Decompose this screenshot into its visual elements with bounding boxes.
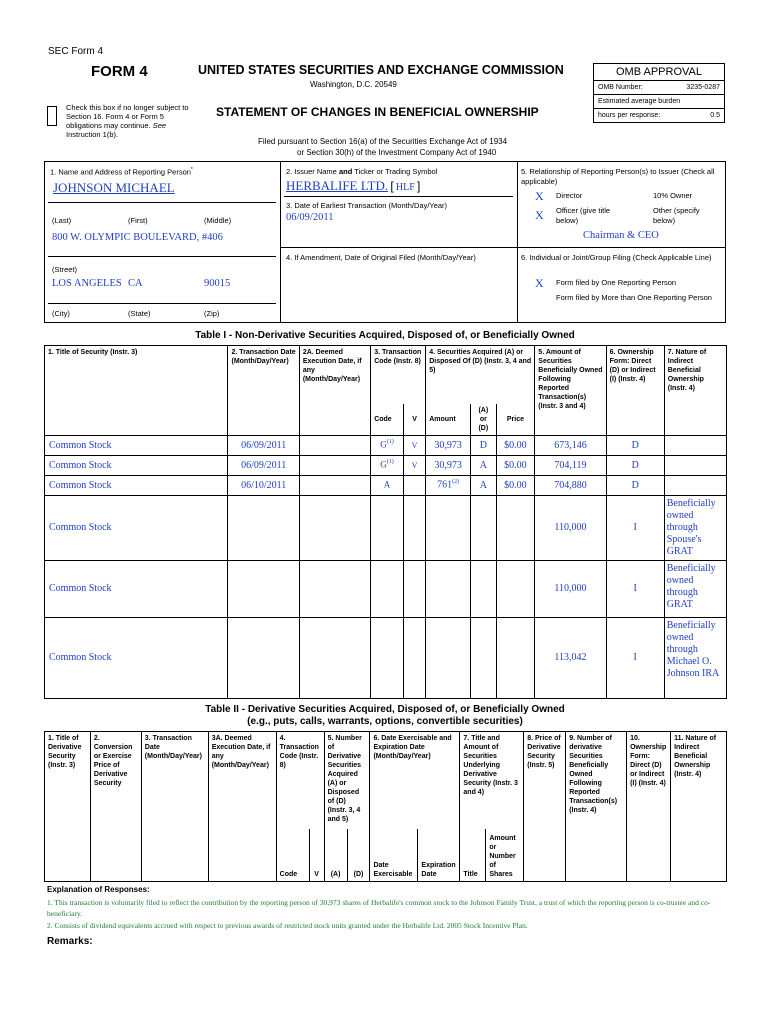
t2-subheader-d: (D) xyxy=(347,829,370,882)
amendment-label: 4. If Amendment, Date of Original Filed (Month/Day/Year) xyxy=(286,253,476,262)
table-row: Common Stock 113,042 I Beneficially owned through Michael O. Johnson IRA xyxy=(45,617,727,698)
city-value: LOS ANGELES xyxy=(52,278,122,289)
t1-header-acquired: 4. Securities Acquired (A) or Disposed Of (D) (Instr. 3, 4 and 5) xyxy=(426,346,535,404)
no-longer-subject-checkbox[interactable] xyxy=(47,106,57,126)
checkbox-instructions: Check this box if no longer subject to Section 16. Form 4 or Form 5 obligations may continue. See Instruction 1(b). xyxy=(66,103,189,139)
table-row: Common Stock 110,000 I Beneficially owned through GRAT xyxy=(45,560,727,617)
omb-approval-box xyxy=(593,63,725,123)
first-name-caption: (First) xyxy=(128,216,148,225)
t2-header-form: 10. Ownership Form: Direct (D) or Indirect (I) (Instr. 4) xyxy=(627,732,671,882)
relationship-label: 5. Relationship of Reporting Person(s) to Issuer (Check all applicable) xyxy=(521,167,715,186)
t2-subheader-a: (A) xyxy=(324,829,347,882)
table-row: Common Stock 110,000 I Beneficially owned through Spouse's GRAT xyxy=(45,495,727,560)
state-caption: (State) xyxy=(128,309,151,318)
footnote-1: 1. This transaction is voluntarily filed to reflect the contribution by the reporting person of 30,973 shares of Herbalife's common stock to the Johnson Family Trust, a trust of which the reporting person is co-trustee and co-beneficiary. xyxy=(47,898,711,918)
t2-header-title: 1. Title of Derivative Security (Instr. 3) xyxy=(45,732,91,882)
form-title: FORM 4 xyxy=(91,63,148,80)
t2-header-number: 5. Number of Derivative Securities Acquired (A) or Disposed of (D) (Instr. 3, 4 and 5) xyxy=(324,732,370,829)
t2-subheader-v: V xyxy=(309,829,324,882)
commission-title: UNITED STATES SECURITIES AND EXCHANGE COMMISSION xyxy=(198,63,564,77)
omb-burden-label: Estimated average burden xyxy=(598,98,681,105)
t2-header-date: 3. Transaction Date (Month/Day/Year) xyxy=(141,732,208,882)
zip-value: 90015 xyxy=(204,278,231,289)
filed-pursuant-line2: or Section 30(h) of the Investment Company Act of 1940 xyxy=(297,148,497,157)
filed-pursuant-line1: Filed pursuant to Section 16(a) of the Securities Exchange Act of 1934 xyxy=(258,137,508,146)
omb-hours-value: 0.5 xyxy=(710,112,720,119)
table2-title-line2: (e.g., puts, calls, warrants, options, convertible securities) xyxy=(247,716,523,727)
t2-subheader-date-exercisable: Date Exercisable xyxy=(370,829,418,882)
other-caption: Other (specify below) xyxy=(653,206,700,225)
t2-header-exercisable: 6. Date Exercisable and Expiration Date (Month/Day/Year) xyxy=(370,732,460,829)
omb-number-value: 3235-0287 xyxy=(686,84,720,91)
officer-caption: Officer (give title below) xyxy=(556,206,611,225)
t1-subheader-code: Code xyxy=(371,404,404,436)
filing-type-label: 6. Individual or Joint/Group Filing (Check Applicable Line) xyxy=(521,253,712,262)
t2-header-owned: 9. Number of derivative Securities Beneficially Owned Following Reported Transaction(s) (Instr. 4) xyxy=(566,732,627,882)
table-row: Common Stock 06/09/2011 $G^{(1)}$ V 30,973 A $0.00 704,119 D xyxy=(45,455,727,475)
t2-subheader-expiration: Expiration Date xyxy=(418,829,460,882)
explanation-title: Explanation of Responses: xyxy=(47,885,150,894)
street-address-value: 800 W. OLYMPIC BOULEVARD, #406 xyxy=(52,232,223,243)
t2-header-price: 8. Price of Derivative Security (Instr. 5) xyxy=(524,732,566,882)
t1-subheader-amount: Amount xyxy=(426,404,471,436)
t2-header-code: 4. Transaction Code (Instr. 8) xyxy=(276,732,324,829)
one-person-caption: Form filed by One Reporting Person xyxy=(556,278,677,287)
remarks-title: Remarks: xyxy=(47,936,93,947)
table1-non-derivative xyxy=(44,345,727,699)
omb-hours-label: hours per response: xyxy=(598,112,661,119)
t1-header-owned: 5. Amount of Securities Beneficially Owned Following Reported Transaction(s) (Instr. 3 and 4) xyxy=(535,346,606,436)
earliest-transaction-label: 3. Date of Earliest Transaction (Month/Day/Year) xyxy=(286,201,448,210)
middle-name-caption: (Middle) xyxy=(204,216,232,225)
last-name-caption: (Last) xyxy=(52,216,72,225)
t2-header-deemed: 3A. Deemed Execution Date, if any (Month/Day/Year) xyxy=(208,732,276,882)
t2-header-nature: 11. Nature of Indirect Beneficial Ownership (Instr. 4) xyxy=(671,732,727,882)
director-mark[interactable]: X xyxy=(535,189,544,203)
t2-header-underlying: 7. Title and Amount of Securities Underlying Derivative Security (Instr. 3 and 4) xyxy=(460,732,524,829)
omb-number-label: OMB Number: xyxy=(598,84,643,91)
earliest-transaction-date: 06/09/2011 xyxy=(286,212,334,223)
t2-subheader-title: Title xyxy=(460,829,486,882)
issuer-label: 2. Issuer Name and Ticker or Trading Symbol xyxy=(286,167,438,176)
state-value: CA xyxy=(128,278,143,289)
ten-percent-owner-caption: 10% Owner xyxy=(653,191,693,200)
sec-form-label: SEC Form 4 xyxy=(48,46,104,57)
t1-header-code: 3. Transaction Code (Instr. 8) xyxy=(371,346,426,404)
t1-header-title: 1. Title of Security (Instr. 3) xyxy=(45,346,228,436)
one-person-mark[interactable]: X xyxy=(535,276,544,290)
statement-title: STATEMENT OF CHANGES IN BENEFICIAL OWNERSHIP xyxy=(216,105,539,119)
table1-title: Table I - Non-Derivative Securities Acquired, Disposed of, or Beneficially Owned xyxy=(195,330,575,341)
omb-title: OMB APPROVAL xyxy=(594,64,724,81)
t1-subheader-price: Price xyxy=(496,404,535,436)
director-caption: Director xyxy=(556,191,583,200)
issuer-ticker: HLF xyxy=(395,182,415,193)
t1-header-nature: 7. Nature of Indirect Beneficial Ownership (Instr. 4) xyxy=(664,346,726,436)
t1-header-form: 6. Ownership Form: Direct (D) or Indirect (I) (Instr. 4) xyxy=(606,346,664,436)
t2-subheader-amount: Amount or Number of Shares xyxy=(486,829,524,882)
t1-header-date: 2. Transaction Date (Month/Day/Year) xyxy=(228,346,299,436)
issuer-name-link[interactable]: HERBALIFE LTD. xyxy=(286,178,389,193)
reporting-person-name[interactable]: JOHNSON MICHAEL xyxy=(53,180,175,195)
table-row: Common Stock 06/10/2011 A 761$^{(2)}$ A $0.00 704,880 D xyxy=(45,475,727,495)
t2-subheader-code: Code xyxy=(276,829,309,882)
officer-mark[interactable]: X xyxy=(535,208,544,222)
t1-subheader-aord: (A) or (D) xyxy=(471,404,496,436)
t1-header-deemed: 2A. Deemed Execution Date, if any (Month/Day/Year) xyxy=(299,346,370,436)
city-caption: (City) xyxy=(52,309,70,318)
table2-title-line1: Table II - Derivative Securities Acquired, Disposed of, or Beneficially Owned xyxy=(205,704,565,715)
footnote-2: 2. Consists of dividend equivalents accrued with respect to previous awards of restricted stock units granted under the Herbalife Ltd. 2005 Stock Incentive Plan. xyxy=(47,921,528,930)
t2-header-conversion: 2. Conversion or Exercise Price of Derivative Security xyxy=(90,732,141,882)
issuer-name-ticker: HERBALIFE LTD. [ HLF ] xyxy=(286,178,421,193)
zip-caption: (Zip) xyxy=(204,309,220,318)
washington-address: Washington, D.C. 20549 xyxy=(310,80,397,89)
t1-subheader-v: V xyxy=(403,404,425,436)
street-caption: (Street) xyxy=(52,265,78,274)
multiple-person-caption: Form filed by More than One Reporting Person xyxy=(556,293,712,302)
table-row: Common Stock 06/09/2011 $G^{(1)}$ V 30,973 D $0.00 673,146 D xyxy=(45,435,727,455)
table2-derivative xyxy=(44,731,727,882)
reporting-person-label: 1. Name and Address of Reporting Person* xyxy=(50,167,193,177)
officer-title: Chairman & CEO xyxy=(583,230,659,241)
